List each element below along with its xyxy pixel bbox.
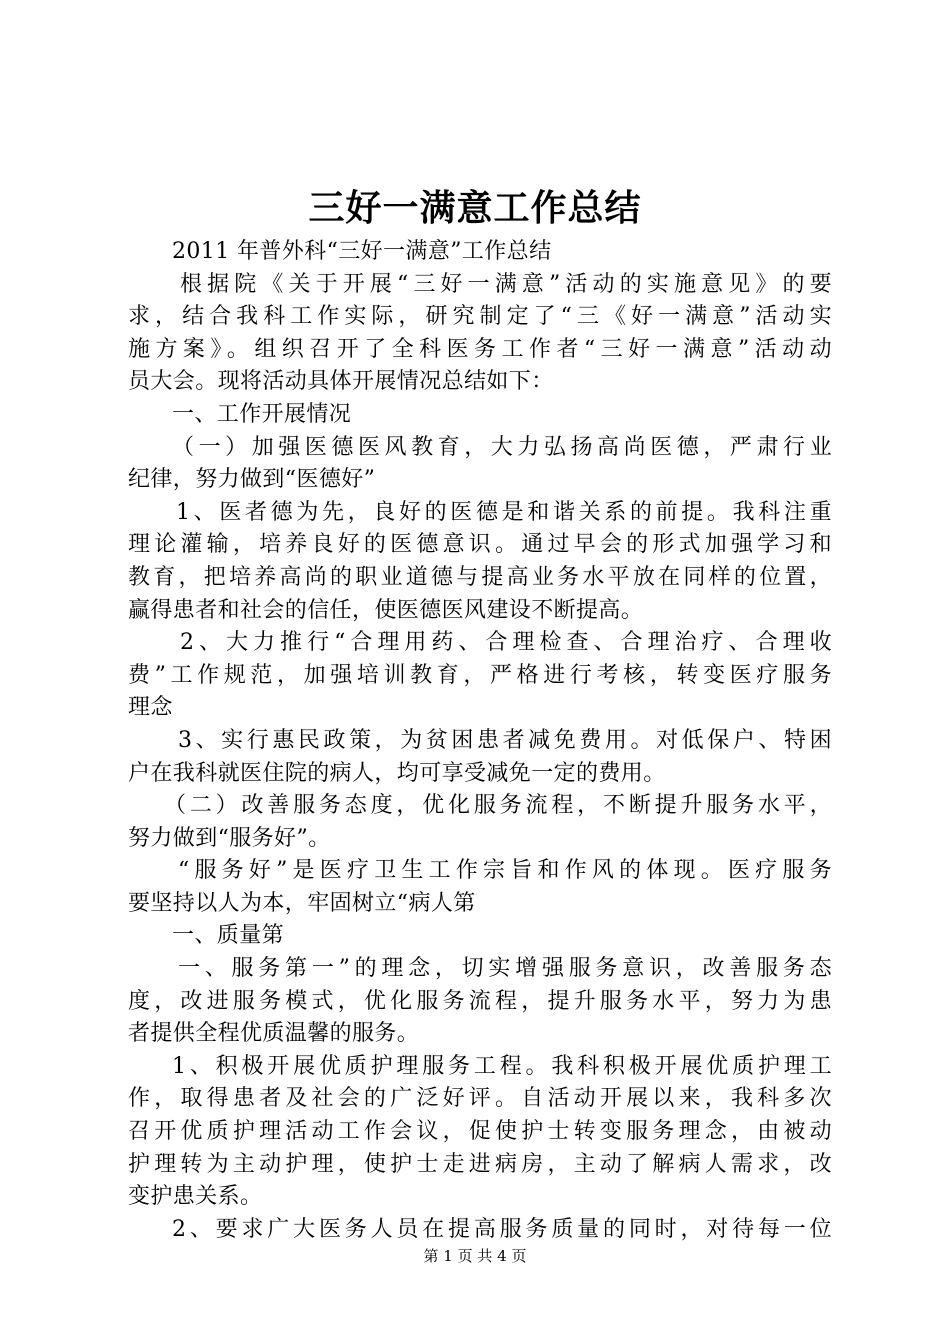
body-line: “服务好”是医疗卫生工作宗旨和作风的体现。医疗服务 (178, 858, 832, 884)
body-line: 1、医者德为先，良好的医德是和谐关系的前提。我科注重 (176, 499, 832, 525)
body-line: 护理转为主动护理，使护士走进病房，主动了解病人需求，改 (128, 1151, 832, 1177)
body-line: 员大会。现将活动具体开展情况总结如下： (128, 369, 554, 395)
body-line: 一、工作开展情况 (172, 401, 352, 427)
body-line: 努力做到“服务好”。 (128, 825, 331, 851)
body-line: 2、大力推行“合理用药、合理检查、合理治疗、合理收 (180, 630, 832, 656)
body-line: 者提供全程优质温馨的服务。 (128, 1021, 420, 1047)
page-number-footer: 第 1 页 共 4 页 (423, 1247, 527, 1265)
body-line: （二）改善服务态度，优化服务流程，不断提升服务水平， (164, 793, 832, 819)
body-line: 施方案》。组织召开了全科医务工作者“三好一满意”活动动 (128, 336, 832, 362)
body-line: 纪律，努力做到“医德好” (128, 467, 376, 493)
body-line: 1、积极开展优质护理服务工程。我科积极开展优质护理工 (172, 1053, 832, 1079)
body-line: 召开优质护理活动工作会议，促使护士转变服务理念，由被动 (128, 1119, 832, 1145)
body-line: 费”工作规范，加强培训教育，严格进行考核，转变医疗服务 (128, 662, 832, 688)
body-line: 理论灌输，培养良好的医德意识。通过早会的形式加强学习和 (128, 532, 832, 558)
document-title: 三好一满意工作总结 (308, 187, 642, 229)
body-line: 赢得患者和社会的信任，使医德医风建设不断提高。 (128, 597, 644, 623)
body-line: 要坚持以人为本，牢固树立“病人第 (128, 890, 476, 916)
body-line: 一、质量第 (172, 923, 285, 949)
document-body (128, 236, 832, 1246)
body-line: 理念 (128, 695, 173, 721)
body-line: （一）加强医德医风教育，大力弘扬高尚医德，严肃行业 (172, 434, 832, 460)
body-line: 一、服务第一”的理念，切实增强服务意识，改善服务态 (178, 956, 832, 982)
body-line: 求，结合我科工作实际，研究制定了“三《好一满意”活动实 (128, 304, 832, 330)
body-line: 3、实行惠民政策，为贫困患者减免费用。对低保户、特困 (178, 727, 832, 753)
body-line: 户在我科就医住院的病人，均可享受减免一定的费用。 (128, 760, 666, 786)
body-line: 作，取得患者及社会的广泛好评。自活动开展以来，我科多次 (128, 1086, 832, 1112)
body-line: 变护患关系。 (128, 1184, 263, 1210)
body-line: 度，改进服务模式，优化服务流程，提升服务水平，努力为患 (128, 988, 832, 1014)
body-line: 2011 年普外科“三好一满意”工作总结 (172, 239, 552, 264)
body-line: 教育，把培养高尚的职业道德与提高业务水平放在同样的位置， (128, 564, 832, 590)
body-line: 2、要求广大医务人员在提高服务质量的同时，对待每一位 (172, 1216, 832, 1242)
body-line: 根据院《关于开展“三好一满意”活动的实施意见》的要 (180, 271, 832, 297)
